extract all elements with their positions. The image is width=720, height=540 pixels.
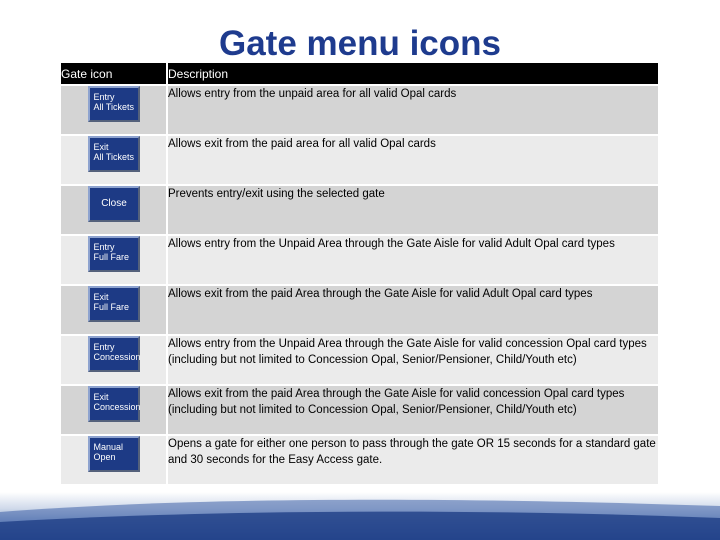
gate-icon-cell	[61, 235, 167, 285]
gate-icon-label-line1: Entry	[93, 242, 115, 252]
gate-icon-label-line1: Entry	[93, 92, 115, 102]
gate-icon-label-line2: All Tickets	[93, 152, 135, 162]
description-cell: Allows entry from the Unpaid Area through the Gate Aisle for valid Adult Opal card types	[167, 235, 658, 285]
gate-icon-label-line1: Exit	[93, 292, 109, 302]
gate-icon-label-line2: Concession	[93, 402, 141, 412]
header-description: Description	[167, 63, 658, 85]
description-cell: Allows exit from the paid Area through the Gate Aisle for valid concession Opal card types (including but not limited to Concession Opal, Senior/Pensioner, Child/Youth etc)	[167, 385, 658, 435]
footer-band	[0, 492, 720, 540]
table-row	[61, 385, 658, 435]
gate-icon-cell	[61, 385, 167, 435]
gate-icon-cell	[61, 285, 167, 335]
entry-concession-icon	[88, 336, 140, 372]
description-cell: Allows exit from the paid area for all valid Opal cards	[167, 135, 658, 185]
entry-full-fare-icon	[88, 236, 140, 272]
description-cell: Opens a gate for either one person to pass through the gate OR 15 seconds for a standard gate and 30 seconds for the Easy Access gate.	[167, 435, 658, 484]
footer-wave-graphic	[0, 492, 720, 540]
gate-icon-label-line2: Full Fare	[93, 252, 130, 262]
gate-icon-cell	[61, 185, 167, 235]
table-row	[61, 235, 658, 285]
description-cell: Allows entry from the unpaid area for all valid Opal cards	[167, 85, 658, 135]
gate-icon-label-line2: Full Fare	[93, 302, 130, 312]
entry-all-tickets-icon	[88, 86, 140, 122]
gate-icon-label-line2: Concession	[93, 352, 141, 362]
manual-open-icon	[88, 436, 140, 472]
gate-icon-label-line1: Manual	[93, 442, 124, 452]
gate-icon-cell	[61, 435, 167, 484]
gate-icon-label-line1: Exit	[93, 142, 109, 152]
table-header-row	[61, 63, 658, 85]
table-row	[61, 435, 658, 484]
table-row	[61, 185, 658, 235]
close-gate-icon	[88, 186, 140, 222]
gate-icon-cell	[61, 335, 167, 385]
gate-icon-label-line1: Entry	[93, 342, 115, 352]
table-row	[61, 85, 658, 135]
exit-concession-icon	[88, 386, 140, 422]
gate-icons-table	[61, 63, 658, 484]
gate-icon-label-line1: Close	[101, 198, 127, 209]
table-row	[61, 135, 658, 185]
exit-all-tickets-icon	[88, 136, 140, 172]
description-cell: Allows exit from the paid Area through the Gate Aisle for valid Adult Opal card types	[167, 285, 658, 335]
gate-icon-label-line2: All Tickets	[93, 102, 135, 112]
exit-full-fare-icon	[88, 286, 140, 322]
gate-icon-cell	[61, 85, 167, 135]
description-cell: Prevents entry/exit using the selected gate	[167, 185, 658, 235]
description-cell: Allows entry from the Unpaid Area through the Gate Aisle for valid concession Opal card types (including but not limited to Concession Opal, Senior/Pensioner, Child/Youth etc)	[167, 335, 658, 385]
table-row	[61, 285, 658, 335]
header-gate-icon: Gate icon	[61, 63, 167, 85]
gate-icon-label-line2: Open	[93, 452, 116, 462]
gate-icon-cell	[61, 135, 167, 185]
gate-icon-label-line1: Exit	[93, 392, 109, 402]
table-row	[61, 335, 658, 385]
page-title: Gate menu icons	[218, 24, 502, 63]
